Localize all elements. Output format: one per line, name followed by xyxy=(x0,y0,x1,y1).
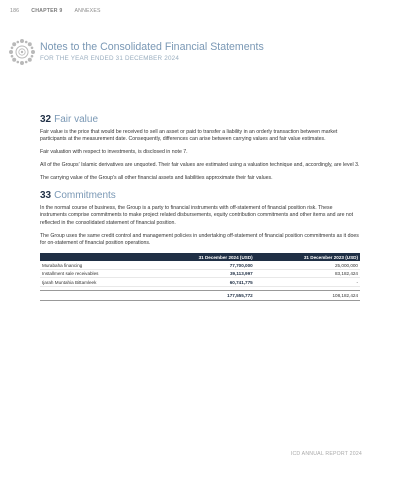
table-row xyxy=(40,269,360,278)
page-title: Notes to the Consolidated Financial Statements xyxy=(40,41,264,53)
commitments-table xyxy=(40,253,360,301)
commitments-paragraph: The Group uses the same credit control and management policies in undertaking off-statement of financial position commitments as it does for on-statement of financial position operations. xyxy=(40,232,359,247)
table-row xyxy=(40,278,360,287)
fair-value-number: 32 xyxy=(40,114,52,125)
header-cell: 31 December 2023 (USD) xyxy=(255,253,360,261)
value-2024: 60,741,775 xyxy=(149,278,254,287)
value-2023: - xyxy=(255,278,360,287)
commitments-number: 33 xyxy=(40,189,52,201)
page-footer: ICD ANNUAL REPORT 2024 xyxy=(290,451,362,457)
value-2023: 25,000,000 xyxy=(255,261,360,269)
section-label: ANNEXES xyxy=(74,8,101,14)
row-label: Installment sale receivables xyxy=(40,269,149,278)
chapter-label: CHAPTER 9 xyxy=(31,8,63,14)
total-label xyxy=(40,291,149,301)
table-total-row xyxy=(40,291,360,301)
fair-value-paragraph: Fair valuation with respect to investments, is disclosed in note 7. xyxy=(40,149,188,156)
row-label: Murabaha financing xyxy=(40,261,149,269)
fair-value-title: Fair value xyxy=(54,114,99,125)
page-subtitle: FOR THE YEAR ENDED 31 DECEMBER 2024 xyxy=(40,55,180,62)
main-content xyxy=(40,114,360,301)
value-2023: 83,182,424 xyxy=(255,269,360,278)
fair-value-paragraph: Fair value is the price that would be received to sell an asset or paid to transfer a liability in an orderly transaction between market participants at the measurement date. Consequently, differences can arise between carrying values and fair value estimates. xyxy=(40,129,338,143)
commitments-heading xyxy=(40,190,360,201)
header-cell xyxy=(40,253,149,261)
table-header-row xyxy=(40,253,360,261)
total-2024: 177,555,772 xyxy=(149,291,254,301)
commitments-title: Commitments xyxy=(54,189,116,201)
page-number: 186 xyxy=(10,8,20,14)
value-2024: 39,113,997 xyxy=(149,269,254,278)
header-cell: 31 December 2024 (USD) xyxy=(149,253,254,261)
ornament-icon xyxy=(8,38,36,66)
fair-value-paragraph: The carrying value of the Group's all other financial assets and liabilities approximate their fair values. xyxy=(40,175,273,182)
fair-value-heading xyxy=(40,114,360,125)
row-label: Ijarah Muntahia Bittamleek xyxy=(40,278,149,287)
commitments-paragraph: In the normal course of business, the Group is a party to financial instruments with off-statement of financial position risk. These instruments comprise commitments to make project related disbursements, equity contribution commitments and other items and are not reflected in the consolidated statement of financial position. xyxy=(40,204,354,226)
table-row xyxy=(40,261,360,269)
page-header xyxy=(10,8,113,14)
fair-value-paragraph: All of the Groups' Islamic derivatives are unquoted. Their fair values are estimated using a valuation technique and, accordingly, are level 3. xyxy=(40,162,360,169)
total-2023: 108,182,424 xyxy=(255,291,360,301)
value-2024: 77,700,000 xyxy=(149,261,254,269)
